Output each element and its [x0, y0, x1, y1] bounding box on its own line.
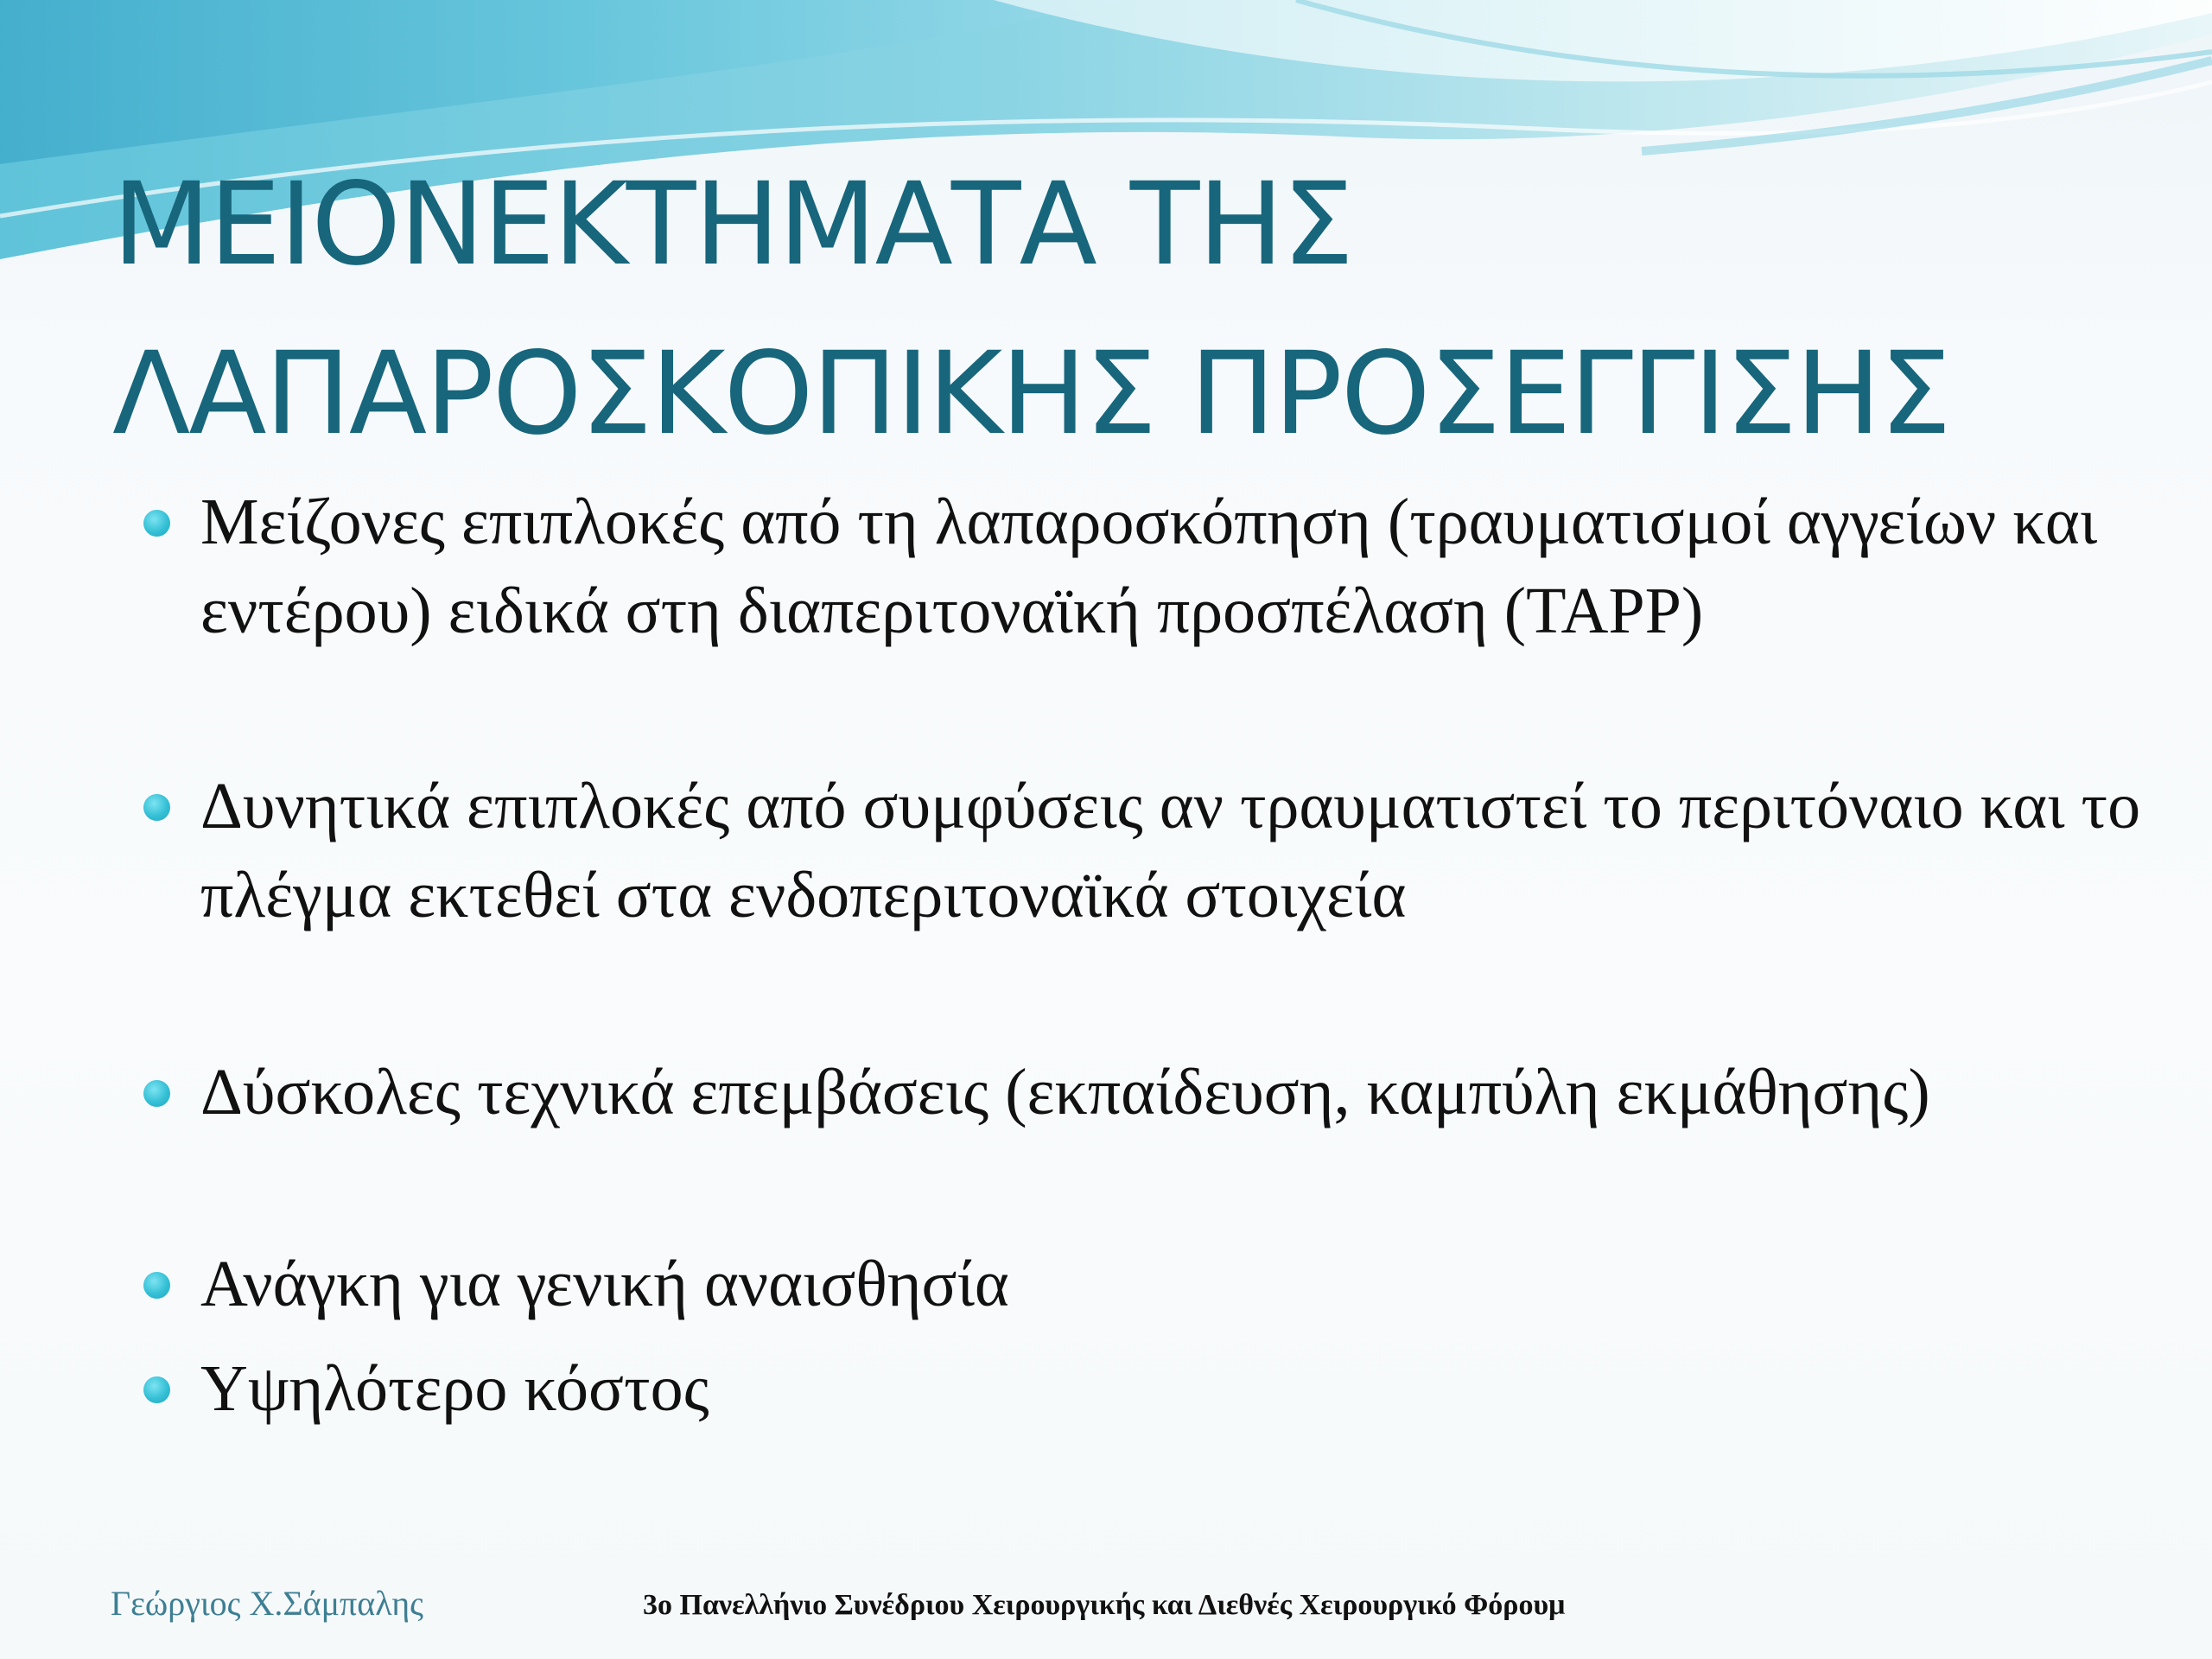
bullet-icon	[143, 1080, 170, 1107]
slide-title: ΜΕΙΟΝΕΚΤΗΜΑΤΑ ΤΗΣ ΛΑΠΑΡΟΣΚΟΠΙΚΗΣ ΠΡΟΣΕΓΓΙΣΗΣ	[112, 158, 1950, 461]
bullet-text: Δυνητικά επιπλοκές από συμφύσεις αν τραυματιστεί το περιτόναιο και το πλέγμα εκτεθεί στα ενδοπεριτοναϊκά στοιχεία	[200, 770, 2141, 931]
bullet-text: Ανάγκη για γενική αναισθησία	[200, 1248, 1009, 1320]
bullet-icon	[143, 510, 170, 537]
bullet-item	[200, 762, 2162, 940]
bullet-icon	[143, 794, 170, 821]
bullet-text: Δύσκολες τεχνικά επεμβάσεις (εκπαίδευση, καμπύλη εκμάθησης)	[200, 1056, 1930, 1128]
bullet-icon	[143, 1272, 170, 1299]
bullet-icon	[143, 1376, 170, 1403]
bullet-item	[200, 1048, 2162, 1137]
footer-author: Γεώργιος Χ.Σάμπαλης	[111, 1584, 424, 1623]
bullet-item	[200, 1344, 2162, 1433]
bullet-item	[200, 1240, 2162, 1329]
bullet-text: Μείζονες επιπλοκές από τη λαπαροσκόπηση (τραυματισμοί αγγείων και εντέρου) ειδικά στη διαπεριτοναϊκή προσπέλαση (TAPP)	[200, 486, 2098, 647]
bullet-text: Υψηλότερο κόστος	[200, 1352, 709, 1425]
footer-conference: 3ο Πανελλήνιο Συνέδριου Χειρουργικής και Διεθνές Χειρουργικό Φόρουμ	[643, 1589, 1566, 1621]
bullet-item	[200, 478, 2162, 656]
